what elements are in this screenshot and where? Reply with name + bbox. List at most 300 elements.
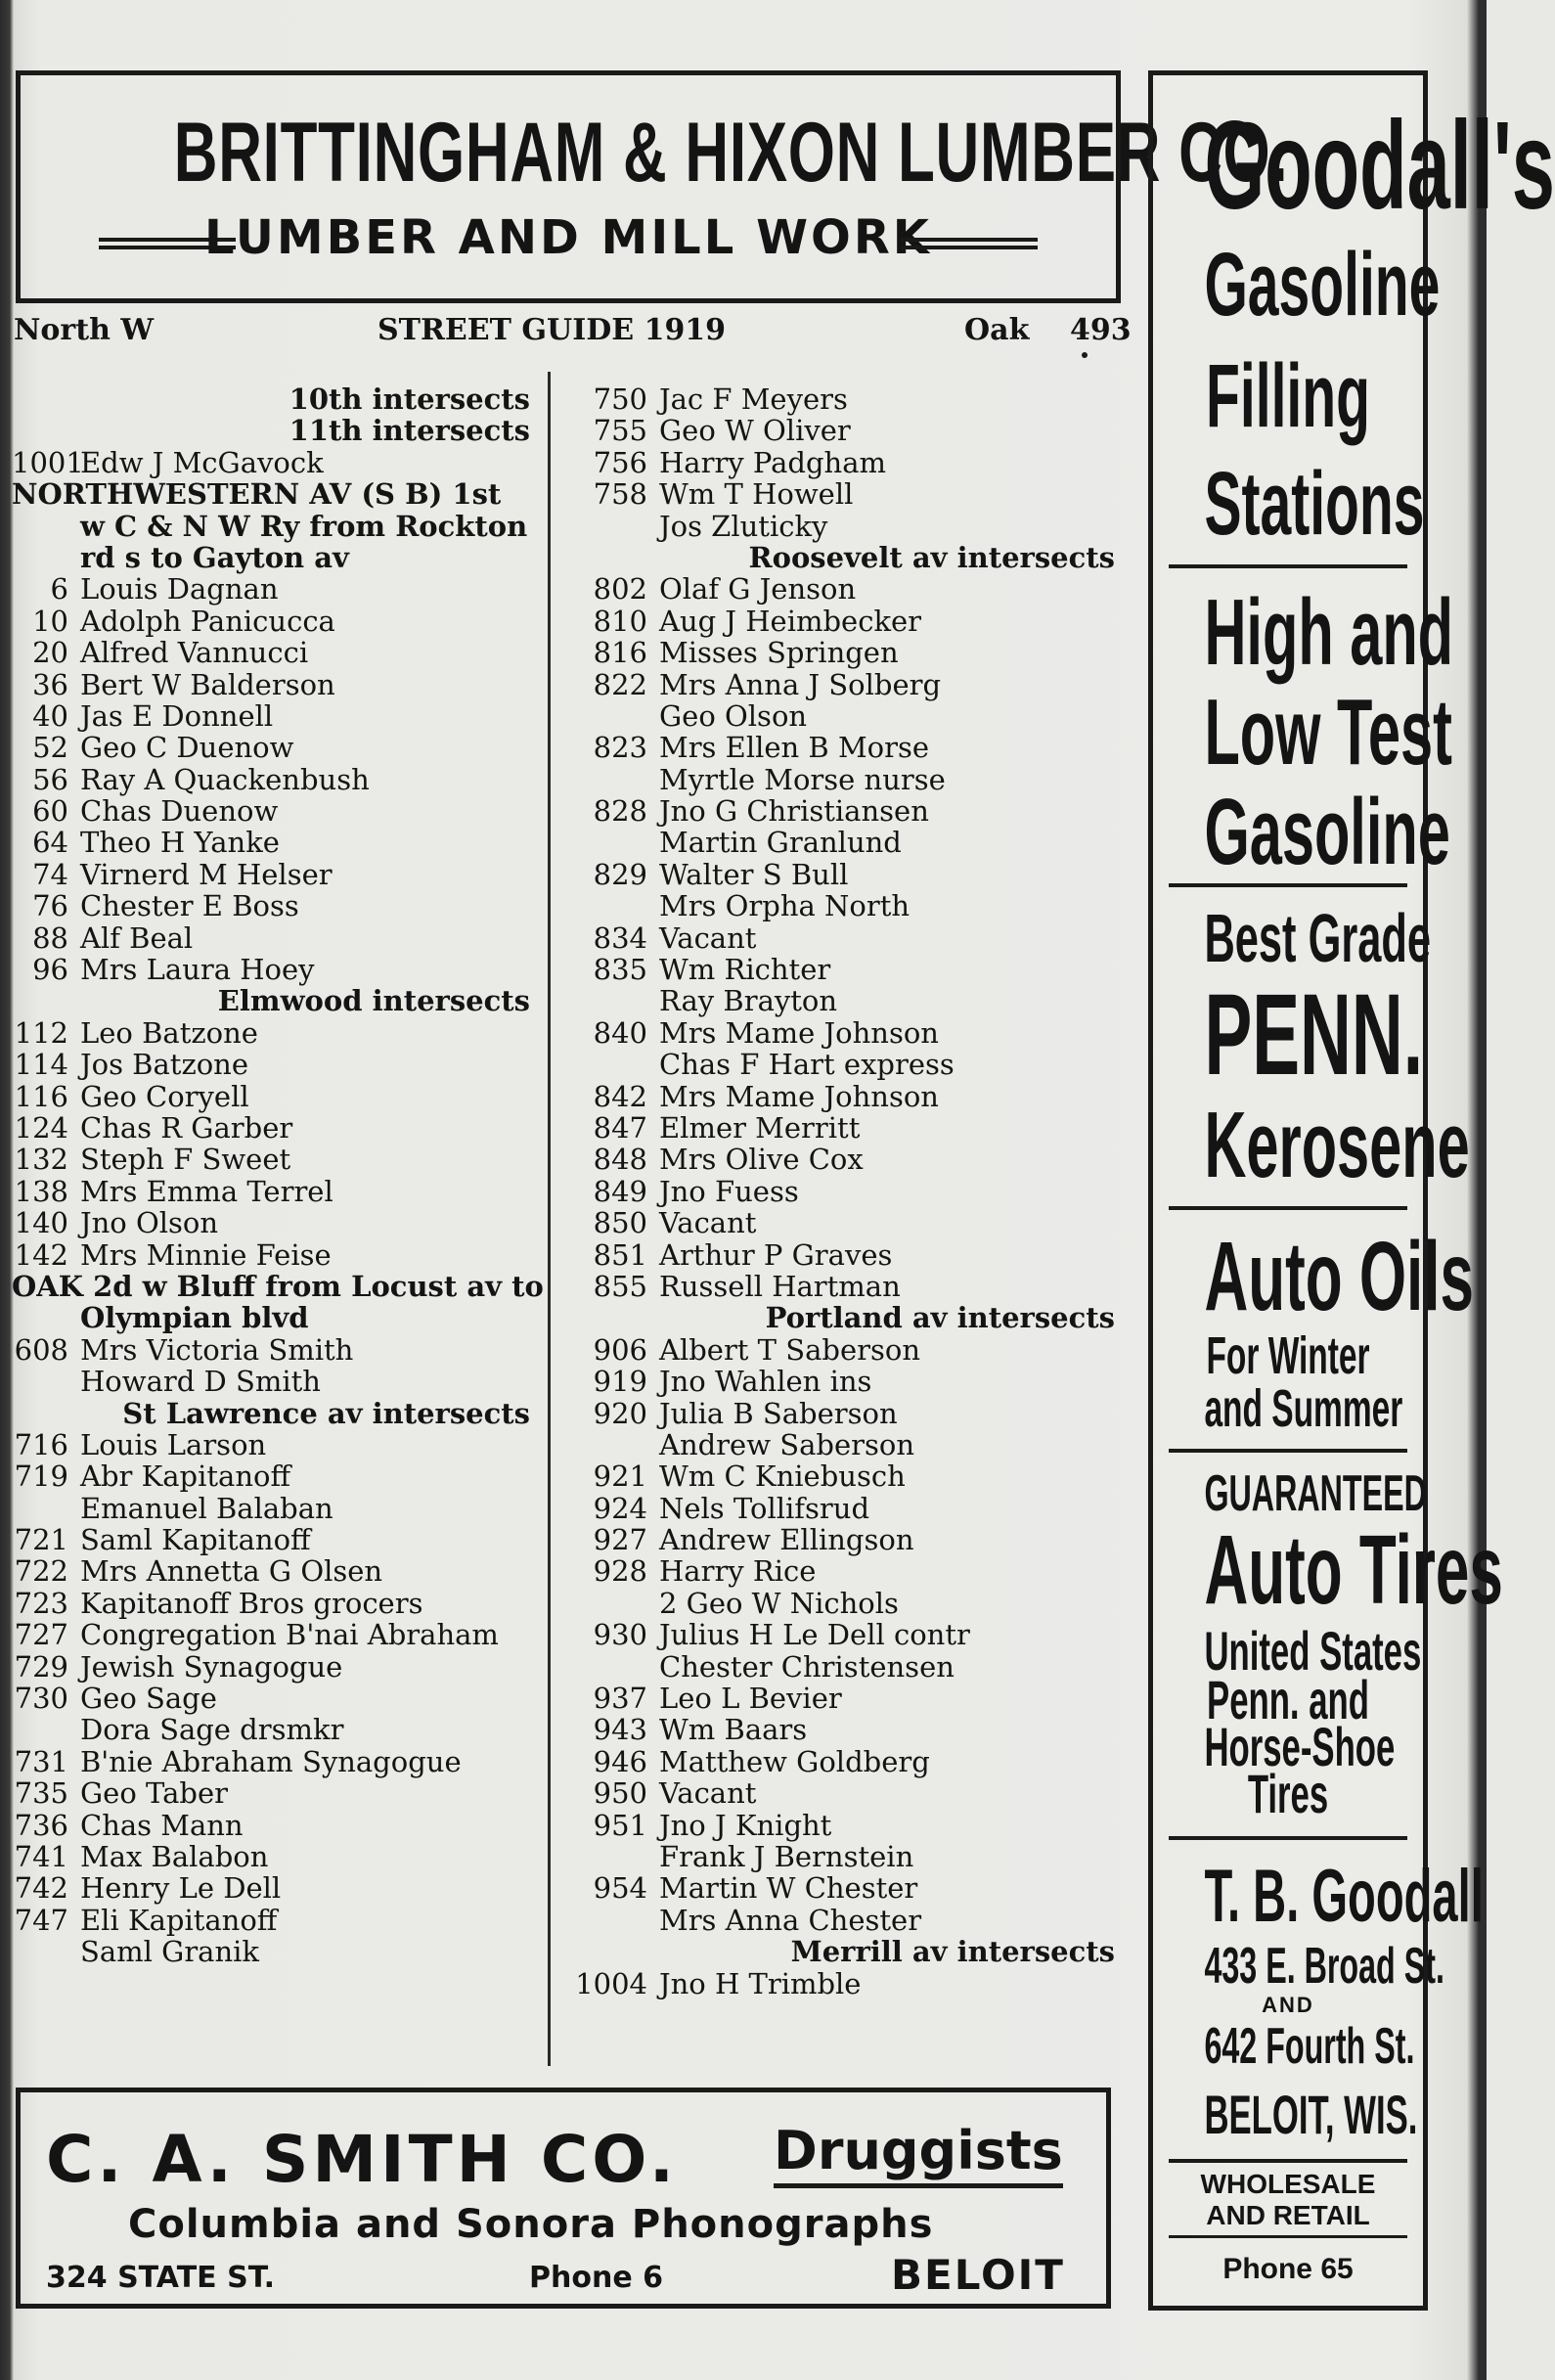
- street-heading: Olympian blvd: [80, 1301, 309, 1335]
- resident-name: Vacant: [659, 1776, 757, 1811]
- listing-entry: [567, 1588, 1125, 1619]
- for-winter: For Winter: [1206, 1326, 1370, 1385]
- high-and: High and: [1204, 580, 1454, 685]
- resident-name: Andrew Ellingson: [659, 1523, 914, 1557]
- tires-word: Tires: [1247, 1763, 1329, 1824]
- resident-name: Leo L Bevier: [659, 1682, 842, 1716]
- resident-name: Walter S Bull: [659, 857, 849, 891]
- house-number: 921: [593, 1459, 647, 1494]
- listing-entry: [12, 1366, 540, 1397]
- house-number: 1004: [575, 1966, 647, 2000]
- listing-entry: [12, 1429, 540, 1460]
- lumber-company-name: BRITTINGHAM & HIXON LUMBER CO.: [173, 106, 1289, 200]
- resident-name: Chester Christensen: [659, 1649, 955, 1684]
- guaranteed-word: GUARANTEED: [1204, 1465, 1427, 1522]
- resident-name: Mrs Minnie Feise: [80, 1237, 332, 1272]
- resident-name: Edw J McGavock: [80, 445, 324, 479]
- druggist-address: 324 STATE ST.: [46, 2261, 276, 2295]
- resident-name: Geo Coryell: [80, 1079, 249, 1113]
- listing-entry: [12, 1017, 540, 1049]
- filling-word: Filling: [1206, 346, 1370, 446]
- listing-entry: [12, 1176, 540, 1207]
- resident-name: Geo Sage: [80, 1682, 217, 1716]
- penn-and: Penn. and: [1207, 1669, 1369, 1730]
- listing-entry: [567, 1968, 1125, 1999]
- house-number: 96: [32, 953, 68, 987]
- intersection-heading: Merrill av intersects: [790, 1935, 1115, 1969]
- resident-name: Alfred Vannucci: [80, 636, 309, 670]
- resident-name: Wm C Kniebusch: [659, 1459, 906, 1494]
- house-number: 848: [593, 1143, 647, 1177]
- auto-tires: Auto Tires: [1204, 1515, 1503, 1625]
- listing-entry: [12, 1493, 540, 1524]
- house-number: 735: [14, 1776, 68, 1811]
- listing-entry: [12, 827, 540, 858]
- listing-entry: [567, 1651, 1125, 1683]
- listing-entry: [12, 1683, 540, 1714]
- house-number: 829: [593, 857, 647, 891]
- listing-entry: [12, 1081, 540, 1112]
- druggist-company-name: C. A. SMITH CO.: [46, 2122, 679, 2197]
- house-number: 56: [32, 762, 68, 796]
- listing-entry: [12, 1841, 540, 1872]
- header-dot: [1082, 352, 1088, 358]
- resident-name: Albert T Saberson: [659, 1332, 921, 1367]
- house-number: 736: [14, 1808, 68, 1842]
- house-number: 727: [14, 1618, 68, 1652]
- resident-name: Jos Batzone: [80, 1048, 249, 1082]
- resident-name: Chas F Hart express: [659, 1048, 955, 1082]
- resident-name: Adolph Panicucca: [80, 604, 335, 638]
- top-advertisement: [16, 70, 1289, 303]
- listing-entry: [567, 859, 1125, 890]
- listing-entry: [12, 1112, 540, 1144]
- listing-entry: [567, 827, 1125, 858]
- listing-entry: [567, 637, 1125, 668]
- resident-name: Chas R Garber: [80, 1110, 293, 1145]
- right-column-listing: [567, 383, 1125, 1999]
- house-number: 114: [14, 1048, 68, 1082]
- listing-entry: [12, 1872, 540, 1904]
- united-states: United States: [1204, 1620, 1422, 1682]
- listing-entry: [567, 1176, 1125, 1207]
- listing-entry: [567, 1271, 1125, 1302]
- listing-entry: [12, 795, 540, 827]
- resident-name: Misses Springen: [659, 636, 899, 670]
- listing-entry: [567, 764, 1125, 795]
- resident-name: Mrs Anna J Solberg: [659, 667, 942, 701]
- listing-entry: [12, 1144, 540, 1175]
- house-number: 10: [32, 604, 68, 638]
- low-test: Low Test: [1204, 680, 1452, 785]
- house-number: 823: [593, 731, 647, 765]
- resident-name: Jno J Knight: [659, 1808, 832, 1842]
- resident-name: Mrs Ellen B Morse: [659, 731, 930, 765]
- listing-entry: [12, 1936, 540, 1967]
- house-number: 742: [14, 1871, 68, 1906]
- listing-entry: [567, 1239, 1125, 1271]
- side-advertisement: [1148, 70, 1555, 2311]
- house-number: 924: [593, 1491, 647, 1525]
- listing-entry: [567, 954, 1125, 985]
- resident-name: Eli Kapitanoff: [80, 1903, 278, 1937]
- resident-name: Wm Baars: [659, 1713, 808, 1747]
- resident-name: B'nie Abraham Synagogue: [80, 1744, 462, 1778]
- resident-name: Bert W Balderson: [80, 667, 335, 701]
- resident-name: Myrtle Morse nurse: [659, 762, 946, 796]
- listing-entry: [567, 1081, 1125, 1112]
- listing-entry: [567, 606, 1125, 637]
- listing-entry: [567, 573, 1125, 605]
- house-number: 116: [14, 1079, 68, 1113]
- resident-name: Mrs Emma Terrel: [80, 1174, 333, 1208]
- address-fourth: 642 Fourth St.: [1204, 2018, 1415, 2075]
- house-number: 74: [32, 857, 68, 891]
- side-rule-7: [1169, 2235, 1407, 2238]
- and-retail: AND RETAIL: [1206, 2200, 1370, 2230]
- house-number: 855: [593, 1269, 647, 1303]
- street-heading: OAK 2d w Bluff from Locust av to: [12, 1269, 544, 1303]
- resident-name: Louis Larson: [80, 1427, 267, 1461]
- druggists-label: Druggists: [774, 2120, 1063, 2188]
- resident-name: Henry Le Dell: [80, 1871, 282, 1906]
- house-number: 946: [593, 1744, 647, 1778]
- header-street: Oak: [964, 313, 1030, 347]
- house-number: 954: [593, 1871, 647, 1906]
- house-number: 731: [14, 1744, 68, 1778]
- listing-entry: [567, 1207, 1125, 1238]
- house-number: 849: [593, 1174, 647, 1208]
- resident-name: Wm T Howell: [659, 477, 854, 512]
- house-number: 835: [593, 953, 647, 987]
- house-number: 756: [593, 445, 647, 479]
- house-number: 40: [32, 698, 68, 733]
- listing-entry: [12, 1239, 540, 1271]
- resident-name: Geo C Duenow: [80, 731, 294, 765]
- resident-name: Martin W Chester: [659, 1871, 918, 1906]
- resident-name: Jno Wahlen ins: [659, 1365, 872, 1399]
- listing-entry: [567, 1112, 1125, 1144]
- listing-entry: [12, 954, 540, 985]
- side-rule-6: [1169, 2159, 1407, 2163]
- resident-name: Mrs Laura Hoey: [80, 953, 315, 987]
- page-header: [14, 313, 1132, 354]
- horse-shoe: Horse-Shoe: [1204, 1716, 1396, 1777]
- listing-entry: [567, 1683, 1125, 1714]
- side-phone: Phone 65: [1222, 2253, 1354, 2285]
- listing-entry: [567, 700, 1125, 732]
- house-number: 816: [593, 636, 647, 670]
- house-number: 822: [593, 667, 647, 701]
- listing-entry: [567, 1366, 1125, 1397]
- intersection-heading: 11th intersects: [289, 414, 530, 448]
- listing-entry: [12, 1746, 540, 1777]
- left-column-listing: [12, 382, 544, 1969]
- resident-name: Harry Rice: [659, 1554, 817, 1589]
- resident-name: Wm Richter: [659, 953, 831, 987]
- resident-name: Jno Fuess: [659, 1174, 799, 1208]
- street-heading: NORTHWESTERN AV (S B) 1st: [12, 477, 502, 512]
- resident-name: Congregation B'nai Abraham: [80, 1618, 499, 1652]
- listing-entry: [12, 859, 540, 890]
- stations-word: Stations: [1204, 454, 1425, 554]
- resident-name: Howard D Smith: [80, 1365, 321, 1399]
- house-number: 60: [32, 794, 68, 829]
- listing-entry: [12, 1460, 540, 1492]
- listing-entry: [567, 1841, 1125, 1872]
- listing-entry: [567, 1144, 1125, 1175]
- house-number: 930: [593, 1618, 647, 1652]
- listing-entry: [567, 1524, 1125, 1555]
- resident-name: Julia B Saberson: [659, 1396, 898, 1430]
- house-number: 810: [593, 604, 647, 638]
- listing-entry: [567, 1905, 1125, 1936]
- resident-name: Theo H Yanke: [80, 826, 280, 860]
- house-number: 847: [593, 1110, 647, 1145]
- house-number: 64: [32, 826, 68, 860]
- page-number: 493: [1070, 313, 1132, 347]
- resident-name: Saml Granik: [80, 1935, 259, 1969]
- address-broad: 433 E. Broad St.: [1204, 1938, 1444, 1995]
- resident-name: Elmer Merritt: [659, 1110, 861, 1145]
- listing-entry: [12, 669, 540, 700]
- house-number: 112: [14, 1015, 68, 1050]
- resident-name: Mrs Victoria Smith: [80, 1332, 354, 1367]
- listing-entry: [567, 1619, 1125, 1650]
- resident-name: Saml Kapitanoff: [80, 1523, 311, 1557]
- intersection-heading: Elmwood intersects: [217, 984, 530, 1018]
- resident-name: Mrs Annetta G Olsen: [80, 1554, 383, 1589]
- phonographs-line: Columbia and Sonora Phonographs: [128, 2202, 934, 2247]
- header-title: STREET GUIDE 1919: [378, 313, 727, 347]
- resident-name: Jas E Donnell: [80, 698, 274, 733]
- resident-name: Mrs Mame Johnson: [659, 1015, 939, 1050]
- house-number: 747: [14, 1903, 68, 1937]
- listing-entry: [567, 1017, 1125, 1049]
- listing-entry: [12, 1777, 540, 1809]
- resident-name: Olaf G Jenson: [659, 572, 857, 606]
- house-number: 76: [32, 889, 68, 923]
- resident-name: Vacant: [659, 1206, 757, 1240]
- house-number: 750: [593, 382, 647, 416]
- resident-name: Geo Olson: [659, 698, 808, 733]
- listing-entry: [12, 606, 540, 637]
- resident-name: Jno H Trimble: [659, 1966, 862, 2000]
- resident-name: Alf Beal: [80, 921, 194, 955]
- bottom-advertisement: [16, 2088, 1111, 2309]
- house-number: 850: [593, 1206, 647, 1240]
- house-number: 716: [14, 1427, 68, 1461]
- resident-name: Geo W Oliver: [659, 414, 851, 448]
- resident-name: Arthur P Graves: [659, 1237, 893, 1272]
- resident-name: Jos Zluticky: [659, 509, 828, 543]
- listing-entry: [567, 1460, 1125, 1492]
- house-number: 951: [593, 1808, 647, 1842]
- listing-entry: [12, 1714, 540, 1745]
- house-number: 842: [593, 1079, 647, 1113]
- beloit-wis: BELOIT, WIS.: [1204, 2084, 1418, 2145]
- listing-entry: [567, 890, 1125, 921]
- resident-name: Kapitanoff Bros grocers: [80, 1586, 423, 1620]
- resident-name: Dora Sage drsmkr: [80, 1713, 344, 1747]
- house-number: 927: [593, 1523, 647, 1557]
- house-number: 20: [32, 636, 68, 670]
- listing-entry: [567, 1429, 1125, 1460]
- resident-name: Jewish Synagogue: [80, 1649, 343, 1684]
- listing-entry: [567, 415, 1125, 446]
- resident-name: Matthew Goldberg: [659, 1744, 930, 1778]
- house-number: 52: [32, 731, 68, 765]
- listing-entry: [12, 1524, 540, 1555]
- listing-entry: [567, 795, 1125, 827]
- listing-entry: [567, 1777, 1125, 1809]
- resident-name: Vacant: [659, 921, 757, 955]
- house-number: 919: [593, 1365, 647, 1399]
- house-number: 906: [593, 1332, 647, 1367]
- listing-entry: [12, 1619, 540, 1650]
- wholesale-word: WHOLESALE: [1200, 2169, 1376, 2199]
- intersection-heading: 10th intersects: [289, 382, 530, 416]
- listing-entry: [567, 1555, 1125, 1587]
- listing-entry: [12, 447, 540, 478]
- best-grade: Best Grade: [1204, 900, 1432, 976]
- resident-name: Frank J Bernstein: [659, 1839, 914, 1873]
- resident-name: Aug J Heimbecker: [659, 604, 922, 638]
- listing-entry: [12, 637, 540, 668]
- resident-name: Geo Taber: [80, 1776, 228, 1811]
- side-rule-1: [1169, 564, 1407, 568]
- house-number: 802: [593, 572, 647, 606]
- house-number: 828: [593, 794, 647, 829]
- and-summer: and Summer: [1204, 1379, 1403, 1438]
- kerosene-word: Kerosene: [1204, 1093, 1470, 1197]
- resident-name: Julius H Le Dell contr: [659, 1618, 970, 1652]
- resident-name: Ray A Quackenbush: [80, 762, 370, 796]
- listing-entry: [567, 922, 1125, 954]
- resident-name: Max Balabon: [80, 1839, 269, 1873]
- listing-entry: [567, 669, 1125, 700]
- intersection-heading: Roosevelt av intersects: [748, 540, 1115, 574]
- house-number: 6: [50, 572, 68, 606]
- goodalls-brand: Goodall's: [1204, 96, 1555, 236]
- druggist-city: BELOIT: [891, 2251, 1065, 2299]
- listing-entry: [12, 1555, 540, 1587]
- house-number: 758: [593, 477, 647, 512]
- house-number: 1001: [12, 445, 84, 479]
- house-number: 140: [14, 1206, 68, 1240]
- listing-entry: [567, 511, 1125, 542]
- listing-entry: [567, 1493, 1125, 1524]
- house-number: 721: [14, 1523, 68, 1557]
- listing-entry: [12, 700, 540, 732]
- resident-name: Emanuel Balaban: [80, 1491, 333, 1525]
- resident-name: Andrew Saberson: [659, 1427, 915, 1461]
- house-number: 132: [14, 1143, 68, 1177]
- street-heading: w C & N W Ry from Rockton: [80, 509, 528, 543]
- listing-entry: [567, 1398, 1125, 1429]
- side-rule-4: [1169, 1449, 1407, 1453]
- house-number: 755: [593, 414, 647, 448]
- street-heading: rd s to Gayton av: [80, 540, 349, 574]
- listing-entry: [12, 890, 540, 921]
- house-number: 851: [593, 1237, 647, 1272]
- house-number: 834: [593, 921, 647, 955]
- listing-entry: [567, 1810, 1125, 1841]
- resident-name: Nels Tollifsrud: [659, 1491, 870, 1525]
- gasoline-word: Gasoline: [1204, 235, 1441, 335]
- house-number: 937: [593, 1682, 647, 1716]
- side-rule-3: [1169, 1206, 1407, 1210]
- listing-entry: [12, 1207, 540, 1238]
- house-number: 950: [593, 1776, 647, 1811]
- listing-entry: [12, 922, 540, 954]
- decorative-rule-right: [901, 238, 1038, 249]
- resident-name: Leo Batzone: [80, 1015, 258, 1050]
- resident-name: Virnerd M Helser: [80, 857, 333, 891]
- listing-entry: [567, 447, 1125, 478]
- house-number: 741: [14, 1839, 68, 1873]
- listing-entry: [12, 1905, 540, 1936]
- gasoline-word-2: Gasoline: [1204, 780, 1450, 884]
- house-number: 138: [14, 1174, 68, 1208]
- resident-name: Harry Padgham: [659, 445, 886, 479]
- listing-entry: [567, 478, 1125, 510]
- listing-entry: [567, 1714, 1125, 1745]
- listing-entry: [567, 383, 1125, 415]
- house-number: 36: [32, 667, 68, 701]
- listing-entry: [567, 1746, 1125, 1777]
- auto-oils: Auto Oils: [1204, 1222, 1474, 1331]
- listing-entry: [567, 1049, 1125, 1080]
- lumber-tagline-block: [21, 210, 1116, 281]
- resident-name: Mrs Mame Johnson: [659, 1079, 939, 1113]
- listing-entry: [12, 1588, 540, 1619]
- side-rule-5: [1169, 1836, 1407, 1840]
- house-number: 729: [14, 1649, 68, 1684]
- resident-name: Mrs Orpha North: [659, 889, 911, 923]
- lumber-tagline: LUMBER AND MILL WORK: [204, 210, 932, 265]
- house-number: 928: [593, 1554, 647, 1589]
- listing-entry: [12, 1049, 540, 1080]
- tb-goodall: T. B. Goodall: [1204, 1855, 1484, 1938]
- listing-entry: [12, 1651, 540, 1683]
- resident-name: Chester E Boss: [80, 889, 299, 923]
- house-number: 723: [14, 1586, 68, 1620]
- resident-name: Louis Dagnan: [80, 572, 279, 606]
- house-number: 124: [14, 1110, 68, 1145]
- house-number: 722: [14, 1554, 68, 1589]
- resident-name: Chas Mann: [80, 1808, 244, 1842]
- house-number: 730: [14, 1682, 68, 1716]
- intersection-heading: Portland av intersects: [765, 1301, 1115, 1335]
- listing-entry: [12, 1810, 540, 1841]
- intersection-heading: St Lawrence av intersects: [122, 1396, 530, 1430]
- listing-entry: [567, 985, 1125, 1016]
- house-number: 943: [593, 1713, 647, 1747]
- column-divider: [548, 372, 551, 2066]
- house-number: 142: [14, 1237, 68, 1272]
- druggist-phone: Phone 6: [529, 2261, 663, 2295]
- listing-entry: [12, 764, 540, 795]
- resident-name: Chas Duenow: [80, 794, 279, 829]
- house-number: 920: [593, 1396, 647, 1430]
- penn-word: PENN.: [1204, 970, 1424, 1100]
- listing-entry: [12, 1334, 540, 1366]
- house-number: 608: [14, 1332, 68, 1367]
- resident-name: 2 Geo W Nichols: [659, 1586, 899, 1620]
- resident-name: Mrs Anna Chester: [659, 1903, 922, 1937]
- house-number: 840: [593, 1015, 647, 1050]
